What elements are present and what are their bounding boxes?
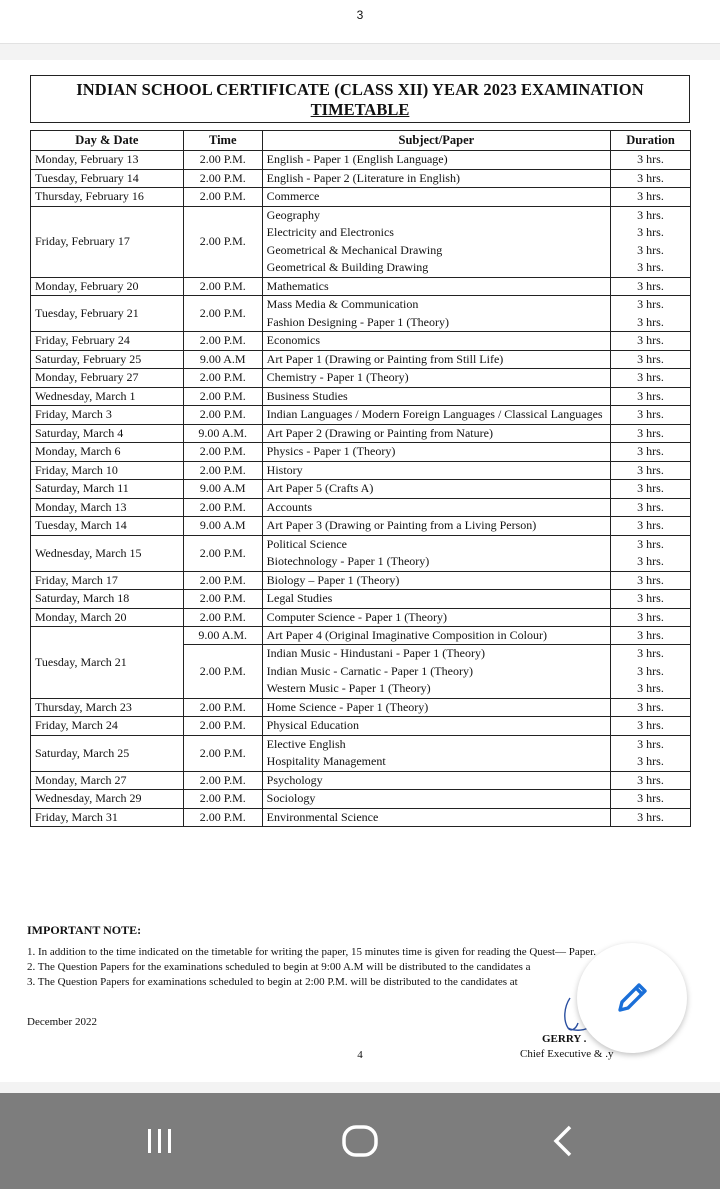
- day-date-cell: Monday, March 27: [31, 771, 184, 790]
- day-date-cell: Thursday, March 23: [31, 698, 184, 717]
- table-row: [31, 480, 691, 499]
- time-cell: 2.00 P.M.: [183, 808, 262, 827]
- subject-cell-line: Geometrical & Mechanical Drawing: [266, 242, 443, 257]
- table-row: [31, 277, 691, 296]
- subject-cell-line: Indian Music - Hindustani - Paper 1 (Theory): [266, 646, 485, 660]
- home-icon: [340, 1121, 380, 1161]
- duration-cell-line: 3 hrs.: [637, 609, 664, 624]
- subject-cell: [262, 717, 610, 736]
- duration-cell: [611, 771, 691, 790]
- time-cell: 2.00 P.M.: [183, 571, 262, 590]
- duration-cell-line: 3 hrs.: [637, 646, 664, 660]
- duration-cell-line: 3 hrs.: [637, 444, 664, 458]
- duration-cell: 3 hrs.: [611, 627, 691, 645]
- duration-cell-line: 3 hrs.: [637, 572, 664, 587]
- day-date-cell: Monday, February 13: [31, 151, 184, 170]
- time-cell: 2.00 P.M.: [183, 461, 262, 480]
- duration-cell-line: 3 hrs.: [637, 225, 664, 239]
- duration-cell-line: 3 hrs.: [637, 754, 664, 768]
- duration-cell-line: 3 hrs.: [637, 554, 664, 568]
- subject-cell: [262, 790, 610, 809]
- duration-cell: [611, 698, 691, 717]
- subject-cell-line: Commerce: [266, 189, 320, 203]
- duration-cell: [611, 406, 691, 425]
- duration-cell-line: 3 hrs.: [637, 791, 664, 805]
- time-cell: 2.00 P.M.: [183, 735, 262, 771]
- subject-cell: [262, 369, 610, 388]
- document-page: [0, 60, 720, 1082]
- time-cell: 2.00 P.M.: [183, 169, 262, 188]
- day-date-cell: Saturday, March 18: [31, 590, 184, 609]
- duration-cell-line: 3 hrs.: [637, 518, 664, 532]
- time-cell: 2.00 P.M.: [183, 188, 262, 207]
- duration-cell: [611, 151, 691, 170]
- duration-cell: [611, 387, 691, 406]
- day-date-cell: Wednesday, March 29: [31, 790, 184, 809]
- subject-cell-line: Biotechnology - Paper 1 (Theory): [266, 554, 430, 568]
- duration-cell: [611, 169, 691, 188]
- subject-cell: [262, 350, 610, 369]
- duration-cell: [611, 443, 691, 462]
- duration-cell-line: 3 hrs.: [637, 772, 664, 787]
- time-cell: 2.00 P.M.: [183, 645, 262, 699]
- subject-cell-line: Art Paper 5 (Crafts A): [266, 481, 374, 495]
- day-date-cell: Friday, February 17: [31, 206, 184, 277]
- note-item: 2. The Question Papers for the examinations scheduled to begin at 9:00 A.M will be distributed to the candidates a: [27, 961, 531, 973]
- back-icon: [546, 1123, 582, 1159]
- time-cell: 2.00 P.M.: [183, 296, 262, 332]
- subject-cell-line: Geometrical & Building Drawing: [266, 260, 429, 274]
- subject-cell: [262, 698, 610, 717]
- duration-cell: [611, 188, 691, 207]
- top-page-number: 3: [356, 8, 364, 22]
- day-date-cell: Monday, March 6: [31, 443, 184, 462]
- document-subtitle: TIMETABLE: [310, 100, 410, 119]
- duration-cell: [611, 206, 691, 277]
- time-cell: 2.00 P.M.: [183, 443, 262, 462]
- subject-cell-line: Psychology: [266, 772, 323, 787]
- duration-cell-line: 3 hrs.: [637, 278, 664, 293]
- document-title: INDIAN SCHOOL CERTIFICATE (CLASS XII) YEAR 2023 EXAMINATION: [76, 80, 644, 99]
- day-date-cell: Saturday, March 25: [31, 735, 184, 771]
- day-date-cell: Monday, February 20: [31, 277, 184, 296]
- signatory-name: GERRY .: [542, 1033, 587, 1045]
- time-cell: 2.00 P.M.: [183, 698, 262, 717]
- day-date-cell: Saturday, March 4: [31, 424, 184, 443]
- duration-cell-line: 3 hrs.: [637, 351, 664, 366]
- subject-cell: [262, 206, 610, 277]
- table-row: [31, 698, 691, 717]
- duration-cell: [611, 498, 691, 517]
- table-row: [31, 332, 691, 351]
- time-cell: 2.00 P.M.: [183, 206, 262, 277]
- day-date-cell: Friday, March 24: [31, 717, 184, 736]
- subject-cell: [262, 590, 610, 609]
- time-cell: 9.00 A.M.: [183, 424, 262, 443]
- title-box: [30, 75, 690, 123]
- day-date-cell: Friday, March 17: [31, 571, 184, 590]
- table-row: [31, 151, 691, 170]
- table-row: [31, 387, 691, 406]
- day-date-cell: Monday, February 27: [31, 369, 184, 388]
- time-cell: 2.00 P.M.: [183, 387, 262, 406]
- time-cell: 2.00 P.M.: [183, 590, 262, 609]
- header-time: Time: [183, 131, 262, 151]
- duration-cell-line: 3 hrs.: [637, 260, 664, 274]
- note-heading: IMPORTANT NOTE:: [27, 923, 142, 937]
- time-cell: 2.00 P.M.: [183, 771, 262, 790]
- duration-cell-line: 3 hrs.: [637, 333, 664, 347]
- day-date-cell: Monday, March 13: [31, 498, 184, 517]
- subject-cell-line: Mathematics: [266, 278, 329, 293]
- duration-cell-line: 3 hrs.: [637, 462, 664, 477]
- subject-cell: [262, 424, 610, 443]
- table-row: [31, 206, 691, 277]
- duration-cell-line: 3 hrs.: [637, 809, 664, 824]
- subject-cell-line: Accounts: [266, 499, 312, 514]
- table-header-row: [31, 131, 691, 151]
- time-cell: 2.00 P.M.: [183, 790, 262, 809]
- table-row: [31, 369, 691, 388]
- table-row: [31, 188, 691, 207]
- system-navigation-bar: [0, 1093, 720, 1189]
- time-cell: 9.00 A.M: [183, 517, 262, 536]
- table-row: [31, 406, 691, 425]
- subject-cell-line: History: [266, 462, 303, 477]
- edit-fab-button[interactable]: [577, 943, 687, 1053]
- subject-cell: [262, 387, 610, 406]
- subject-cell: Art Paper 4 (Original Imaginative Composition in Colour): [262, 627, 610, 645]
- day-date-cell: Tuesday, March 14: [31, 517, 184, 536]
- day-date-cell: Tuesday, February 21: [31, 296, 184, 332]
- time-cell: 2.00 P.M.: [183, 277, 262, 296]
- duration-cell-line: 3 hrs.: [637, 207, 664, 222]
- subject-cell: [262, 480, 610, 499]
- duration-cell-line: 3 hrs.: [637, 681, 664, 695]
- subject-cell-line: Elective English: [266, 736, 346, 751]
- day-date-cell: Friday, March 31: [31, 808, 184, 827]
- subject-cell: [262, 771, 610, 790]
- duration-cell: [611, 424, 691, 443]
- time-cell: 2.00 P.M.: [183, 498, 262, 517]
- duration-cell-line: 3 hrs.: [637, 591, 664, 605]
- day-date-cell: Saturday, March 11: [31, 480, 184, 499]
- day-date-cell: Friday, February 24: [31, 332, 184, 351]
- day-date-cell: Saturday, February 25: [31, 350, 184, 369]
- duration-cell: [611, 517, 691, 536]
- duration-cell-line: 3 hrs.: [637, 407, 664, 421]
- header-day-date: Day & Date: [31, 131, 184, 151]
- subject-cell: [262, 296, 610, 332]
- duration-cell-line: 3 hrs.: [637, 699, 664, 714]
- subject-cell-line: Electricity and Electronics: [266, 225, 394, 239]
- subject-cell-line: Art Paper 1 (Drawing or Painting from Still Life): [266, 351, 504, 366]
- duration-cell-line: 3 hrs.: [637, 425, 664, 440]
- subject-cell: [262, 808, 610, 827]
- time-cell: 9.00 A.M: [183, 350, 262, 369]
- table-row: [31, 498, 691, 517]
- duration-cell-line: 3 hrs.: [637, 663, 664, 678]
- duration-cell: [611, 296, 691, 332]
- subject-cell: [262, 645, 610, 699]
- subject-cell-line: Art Paper 3 (Drawing or Painting from a Living Person): [266, 518, 537, 532]
- table-row: [31, 790, 691, 809]
- subject-cell: [262, 535, 610, 571]
- duration-cell: [611, 535, 691, 571]
- subject-cell: [262, 277, 610, 296]
- duration-cell-line: 3 hrs.: [637, 536, 664, 551]
- table-row: [31, 608, 691, 627]
- previous-page: [0, 0, 720, 44]
- timetable: [30, 130, 691, 827]
- table-row: [31, 590, 691, 609]
- duration-cell-line: 3 hrs.: [637, 170, 664, 185]
- subject-cell: [262, 517, 610, 536]
- duration-cell: [611, 808, 691, 827]
- table-row: [31, 717, 691, 736]
- duration-cell: [611, 790, 691, 809]
- day-date-cell: Wednesday, March 1: [31, 387, 184, 406]
- time-cell: 9.00 A.M: [183, 480, 262, 499]
- day-date-cell: Thursday, February 16: [31, 188, 184, 207]
- header-duration: Duration: [611, 131, 691, 151]
- day-date-cell: Tuesday, February 14: [31, 169, 184, 188]
- table-row: [31, 571, 691, 590]
- subject-cell: [262, 735, 610, 771]
- duration-cell: [611, 369, 691, 388]
- duration-cell: [611, 480, 691, 499]
- subject-cell: [262, 332, 610, 351]
- subject-cell: [262, 406, 610, 425]
- note-item: 1. In addition to the time indicated on the timetable for writing the paper, 15 minutes time is given for reading the Quest–– Paper.: [27, 946, 596, 958]
- duration-cell-line: 3 hrs.: [637, 736, 664, 751]
- time-cell: 9.00 A.M.: [183, 627, 262, 645]
- subject-cell-line: Political Science: [266, 536, 347, 551]
- subject-cell-line: Business Studies: [266, 388, 348, 403]
- time-cell: 2.00 P.M.: [183, 369, 262, 388]
- time-cell: 2.00 P.M.: [183, 406, 262, 425]
- recent-apps-button[interactable]: [140, 1121, 180, 1161]
- day-date-cell: Tuesday, March 21: [31, 627, 184, 699]
- subject-cell-line: Biology – Paper 1 (Theory): [266, 572, 400, 587]
- subject-cell: [262, 461, 610, 480]
- subject-cell-line: Physics - Paper 1 (Theory): [266, 444, 396, 458]
- subject-cell: [262, 169, 610, 188]
- subject-cell-line: Hospitality Management: [266, 754, 386, 768]
- table-row: [31, 627, 691, 645]
- duration-cell: [611, 717, 691, 736]
- signatory-title: Chief Executive & .y: [520, 1048, 614, 1060]
- subject-cell: [262, 443, 610, 462]
- table-row: [31, 296, 691, 332]
- day-date-cell: Friday, March 3: [31, 406, 184, 425]
- note-item: 3. The Question Papers for examinations scheduled to begin at 2:00 P.M. will be distributed to the candidates at: [27, 976, 518, 988]
- time-cell: 2.00 P.M.: [183, 608, 262, 627]
- time-cell: 2.00 P.M.: [183, 717, 262, 736]
- day-date-cell: Friday, March 10: [31, 461, 184, 480]
- table-row: [31, 771, 691, 790]
- duration-cell: [611, 645, 691, 699]
- subject-cell-line: Economics: [266, 333, 320, 347]
- subject-cell-line: Western Music - Paper 1 (Theory): [266, 681, 431, 695]
- subject-cell-line: Geography: [266, 207, 320, 222]
- subject-cell-line: Legal Studies: [266, 591, 333, 605]
- duration-cell-line: 3 hrs.: [637, 370, 664, 384]
- subject-cell-line: English - Paper 2 (Literature in English): [266, 170, 460, 185]
- duration-cell-line: 3 hrs.: [637, 314, 664, 329]
- subject-cell-line: Home Science - Paper 1 (Theory): [266, 699, 429, 714]
- duration-cell-line: 3 hrs.: [637, 499, 664, 514]
- table-row: [31, 535, 691, 571]
- subject-cell: [262, 608, 610, 627]
- back-button[interactable]: [544, 1121, 584, 1161]
- recent-apps-icon: [142, 1123, 178, 1159]
- subject-cell-line: Sociology: [266, 791, 316, 805]
- table-row: [31, 808, 691, 827]
- duration-cell: [611, 332, 691, 351]
- table-row: [31, 517, 691, 536]
- duration-cell: [611, 735, 691, 771]
- subject-cell-line: Physical Education: [266, 718, 359, 732]
- subject-cell-line: Mass Media & Communication: [266, 297, 419, 311]
- issue-date: December 2022: [27, 1016, 97, 1028]
- duration-cell-line: 3 hrs.: [637, 189, 664, 203]
- table-row: [31, 461, 691, 480]
- duration-cell: [611, 608, 691, 627]
- day-date-cell: Monday, March 20: [31, 608, 184, 627]
- subject-cell-line: Art Paper 2 (Drawing or Painting from Nature): [266, 425, 493, 440]
- subject-cell: [262, 188, 610, 207]
- duration-cell-line: 3 hrs.: [637, 297, 664, 311]
- duration-cell: [611, 277, 691, 296]
- duration-cell: [611, 590, 691, 609]
- pencil-icon: [612, 978, 652, 1018]
- duration-cell: [611, 350, 691, 369]
- day-date-cell: Wednesday, March 15: [31, 535, 184, 571]
- subject-cell-line: Indian Music - Carnatic - Paper 1 (Theory): [266, 663, 473, 678]
- subject-cell-line: Environmental Science: [266, 809, 379, 824]
- duration-cell-line: 3 hrs.: [637, 481, 664, 495]
- subject-cell: [262, 151, 610, 170]
- header-subject: Subject/Paper: [262, 131, 610, 151]
- table-row: [31, 169, 691, 188]
- duration-cell-line: 3 hrs.: [637, 388, 664, 403]
- subject-cell-line: English - Paper 1 (English Language): [266, 152, 448, 166]
- bottom-page-number: 4: [357, 1049, 363, 1061]
- duration-cell: [611, 571, 691, 590]
- time-cell: 2.00 P.M.: [183, 535, 262, 571]
- subject-cell-line: Indian Languages / Modern Foreign Languages / Classical Languages: [266, 407, 603, 421]
- home-button[interactable]: [340, 1121, 380, 1161]
- time-cell: 2.00 P.M.: [183, 151, 262, 170]
- subject-cell: [262, 498, 610, 517]
- subject-cell-line: Computer Science - Paper 1 (Theory): [266, 609, 447, 624]
- duration-cell-line: 3 hrs.: [637, 718, 664, 732]
- table-row: [31, 424, 691, 443]
- duration-cell-line: 3 hrs.: [637, 242, 664, 257]
- table-row: [31, 443, 691, 462]
- duration-cell-line: 3 hrs.: [637, 152, 664, 166]
- duration-cell: [611, 461, 691, 480]
- subject-cell-line: Chemistry - Paper 1 (Theory): [266, 370, 409, 384]
- subject-cell-line: Fashion Designing - Paper 1 (Theory): [266, 314, 449, 329]
- table-row: [31, 350, 691, 369]
- time-cell: 2.00 P.M.: [183, 332, 262, 351]
- table-row: [31, 735, 691, 771]
- subject-cell: [262, 571, 610, 590]
